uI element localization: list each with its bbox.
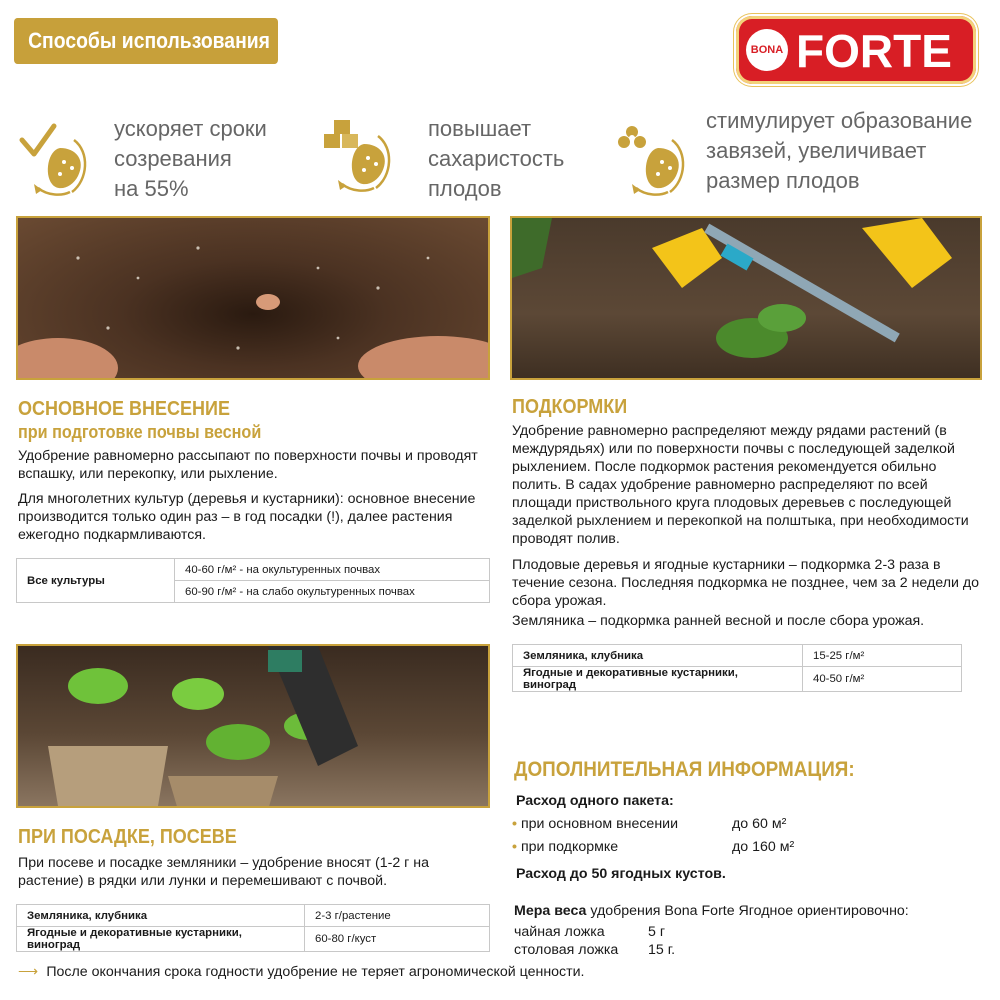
footer-text: После окончания срока годности удобрение не теряет агрономической ценности. (46, 964, 585, 980)
benefit-line: повышает (428, 116, 532, 141)
benefit-ripening (114, 114, 267, 204)
table-cell-crop: Земляника, клубника (17, 905, 305, 927)
check-strawberry-icon (14, 118, 94, 198)
usage-value: до 160 м² (732, 839, 795, 855)
usage-label: при подкормке (520, 839, 619, 855)
measure-value: 5 г (648, 924, 666, 940)
planting-paragraph: При посеве и посадке земляники – удобрение вносят (1-2 г на растение) в рядки или лунки и перемешивают с почвой. (18, 855, 430, 889)
feeding-title: ПОДКОРМКИ (512, 396, 628, 418)
table-cell-crop: Ягодные и декоративные кустарники, виноград (513, 667, 803, 692)
table-cell-dose: 60-90 г/м² - на слабо окультуренных почвах (175, 581, 490, 603)
benefit-line: завязей, увеличивает (706, 138, 927, 163)
section-title-pill: Способы использования (14, 18, 278, 64)
benefit-line: созревания (114, 146, 232, 171)
usage-label: при основном внесении (520, 816, 679, 832)
table-cell-dose: 40-60 г/м² - на окультуренных почвах (175, 559, 490, 581)
table-row (513, 645, 962, 667)
table-cell-dose: 2-3 г/растение (305, 905, 490, 927)
benefit-line: размер плодов (706, 168, 860, 193)
table-cell-crop: Все культуры (17, 559, 175, 603)
feeding-paragraph-1: Удобрение равномерно распределяют между рядами растений (в междурядьях) или по поверхности почвы с последующей заделкой рыхлением. После подкормок растения рекомендуется обильно полить. В садах удобрение равномерно распределяют по всей площади приствольного круга плодовых деревьев с последующей заделкой рыхлением и перекопкой на полштыка, при необходимости проводят полив. (512, 423, 969, 547)
benefit-ovary (706, 106, 972, 196)
table-row (17, 927, 490, 952)
feeding-paragraph-3: Земляника – подкормка ранней весной и после сбора урожая. (512, 613, 925, 629)
feeding-dosage-table (512, 644, 962, 692)
arrow-right-icon: ⟶ (18, 964, 39, 980)
table-row (17, 559, 490, 581)
bullet-dot-icon: • (512, 839, 517, 855)
planting-title: ПРИ ПОСАДКЕ, ПОСЕВЕ (18, 826, 237, 848)
benefit-line: плодов (428, 176, 502, 201)
feeding-paragraph-2: Плодовые деревья и ягодные кустарники – подкормка 2-3 раза в течение сезона. Последняя подкормка не позднее, чем за 2 недели до сбора урожая. (512, 557, 980, 609)
measure-line (514, 902, 909, 920)
table-cell-dose: 60-80 г/куст (305, 927, 490, 952)
seedlings-photo (16, 644, 490, 808)
table-cell-crop: Земляника, клубника (513, 645, 803, 667)
footer-note (18, 964, 585, 980)
extra-title: ДОПОЛНИТЕЛЬНАЯ ИНФОРМАЦИЯ: (514, 758, 855, 781)
measure-value: 15 г. (648, 942, 676, 958)
table-row (513, 667, 962, 692)
usage-item (512, 815, 678, 833)
basic-subtitle: при подготовке почвы весной (18, 422, 262, 442)
benefit-line: сахаристость (428, 146, 565, 171)
table-cell-crop: Ягодные и декоративные кустарники, виноград (17, 927, 305, 952)
table-row (17, 905, 490, 927)
gloves-hoe-photo (510, 216, 982, 380)
logo-bona-badge: BONA (746, 29, 788, 71)
planting-dosage-table (16, 904, 490, 952)
basic-dosage-table (16, 558, 490, 603)
bushes-note: Расход до 50 ягодных кустов. (516, 866, 726, 882)
measure-label: чайная ложка (514, 924, 605, 940)
benefit-line: ускоряет сроки (114, 116, 267, 141)
sugar-cubes-strawberry-icon (318, 114, 398, 194)
usage-item (512, 838, 618, 856)
table-cell-dose: 15-25 г/м² (803, 645, 962, 667)
bullet-dot-icon: • (512, 816, 517, 832)
flower-strawberry-icon (612, 118, 692, 198)
soil-hands-photo (16, 216, 490, 380)
measure-label: столовая ложка (514, 942, 619, 958)
basic-title: ОСНОВНОЕ ВНЕСЕНИЕ (18, 398, 230, 420)
basic-paragraph-1: Удобрение равномерно рассыпают по поверхности почвы и проводят вспашку, или перекопку, или рыхление. (18, 448, 478, 482)
benefit-line: на 55% (114, 176, 189, 201)
usage-title: Расход одного пакета: (516, 793, 674, 809)
measure-rest: удобрения Bona Forte Ягодное ориентировочно: (586, 903, 909, 919)
benefit-line: стимулирует образование (706, 108, 973, 133)
usage-value: до 60 м² (732, 816, 787, 832)
benefit-sugar (428, 114, 564, 204)
logo-forte-text: FORTE (796, 25, 952, 77)
table-cell-dose: 40-50 г/м² (803, 667, 962, 692)
measure-bold: Мера веса (514, 903, 587, 919)
bona-forte-logo (736, 16, 976, 84)
basic-paragraph-2: Для многолетних культур (деревья и кустарники): основное внесение производится только один раз – в год посадки (!), далее растения ежегодно подкармливаются. (18, 491, 476, 543)
